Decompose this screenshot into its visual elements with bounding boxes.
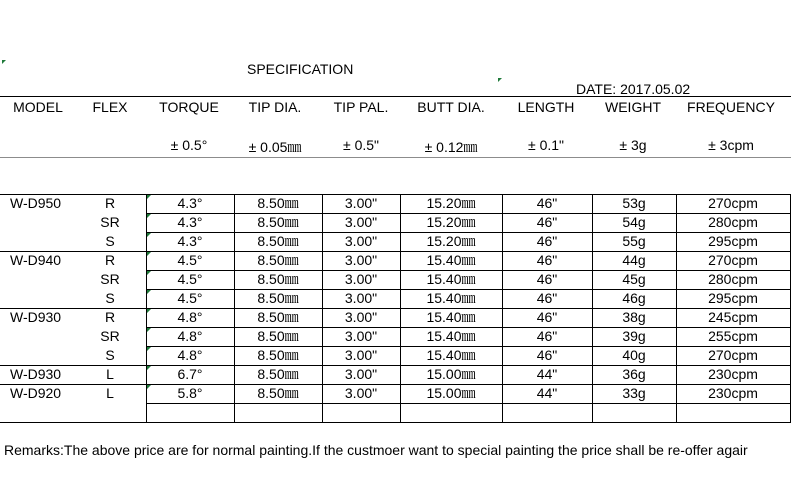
cell-tip-dia: 8.50㎜ [257, 385, 299, 401]
cell-tip-dia: 8.50㎜ [257, 195, 299, 211]
cell-tip-pal: 3.00" [344, 328, 378, 344]
header-bottom-gridline [0, 157, 791, 158]
tolerance-length: ± 0.1" [527, 137, 565, 153]
cell-flex: SR [100, 271, 120, 287]
cell-frequency: 280cpm [708, 214, 758, 230]
cell-torque: 4.3° [177, 214, 203, 230]
tolerance-tip-pal: ± 0.5" [342, 137, 380, 153]
cell-length: 46" [536, 195, 558, 211]
cell-butt-dia: 15.40㎜ [426, 347, 476, 363]
cell-weight: 46g [622, 290, 646, 306]
remarks-text: Remarks:The above price are for normal painting.If the custmoer want to special painting the price shall be re-offer agair [4, 442, 748, 458]
cell-frequency: 295cpm [708, 233, 758, 249]
header-weight: WEIGHT [605, 99, 661, 115]
cell-weight: 44g [622, 252, 646, 268]
header-flex: FLEX [92, 99, 128, 115]
cell-torque: 4.8° [177, 309, 203, 325]
cell-length: 46" [536, 309, 558, 325]
cell-tip-pal: 3.00" [344, 195, 378, 211]
cell-length: 46" [536, 252, 558, 268]
cell-frequency: 295cpm [708, 290, 758, 306]
document-title: SPECIFICATION [247, 61, 354, 77]
cell-model [0, 213, 74, 231]
cell-frequency: 270cpm [708, 347, 758, 363]
cell-weight: 55g [622, 233, 646, 249]
header-butt-dia: BUTT DIA. [417, 99, 485, 115]
cell-butt-dia: 15.40㎜ [426, 252, 476, 268]
cell-marker-icon [2, 60, 6, 64]
cell-tip-pal: 3.00" [344, 385, 378, 401]
cell-length: 46" [536, 271, 558, 287]
cell-butt-dia: 15.40㎜ [426, 290, 476, 306]
cell-torque: 4.5° [177, 271, 203, 287]
cell-model [0, 270, 74, 288]
cell-weight: 33g [622, 385, 646, 401]
row-gridline [0, 422, 791, 423]
cell-length: 46" [536, 290, 558, 306]
cell-model: W-D930 [10, 309, 62, 325]
cell-tip-dia: 8.50㎜ [257, 233, 299, 249]
cell-weight: 45g [622, 271, 646, 287]
cell-tip-dia: 8.50㎜ [257, 214, 299, 230]
cell-tip-dia: 8.50㎜ [257, 309, 299, 325]
header-model: MODEL [13, 99, 63, 115]
cell-butt-dia: 15.20㎜ [426, 233, 476, 249]
cell-flex: L [106, 385, 114, 401]
cell-tip-dia: 8.50㎜ [257, 366, 299, 382]
cell-tip-dia: 8.50㎜ [257, 271, 299, 287]
cell-torque: 4.3° [177, 195, 203, 211]
cell-torque: 4.3° [177, 233, 203, 249]
cell-weight: 36g [622, 366, 646, 382]
cell-tip-dia: 8.50㎜ [257, 252, 299, 268]
header-top-border [0, 96, 791, 97]
cell-tip-dia: 8.50㎜ [257, 347, 299, 363]
cell-weight: 54g [622, 214, 646, 230]
tolerance-butt-dia: ± 0.12㎜ [424, 139, 478, 155]
header-frequency: FREQUENCY [687, 99, 775, 115]
cell-torque: 4.8° [177, 328, 203, 344]
cell-torque: 4.5° [177, 290, 203, 306]
cell-weight: 53g [622, 195, 646, 211]
cell-length: 46" [536, 233, 558, 249]
cell-model: W-D930 [10, 366, 62, 382]
cell-torque: 4.5° [177, 252, 203, 268]
cell-frequency: 270cpm [708, 195, 758, 211]
cell-model [0, 327, 74, 345]
cell-flex: L [106, 366, 114, 382]
cell-butt-dia: 15.00㎜ [426, 366, 476, 382]
cell-length: 44" [536, 385, 558, 401]
row-gridline [146, 403, 791, 404]
header-length: LENGTH [517, 99, 575, 115]
cell-butt-dia: 15.40㎜ [426, 328, 476, 344]
cell-marker-icon [498, 78, 502, 82]
cell-tip-pal: 3.00" [344, 309, 378, 325]
cell-tip-pal: 3.00" [344, 290, 378, 306]
cell-model [0, 346, 74, 364]
cell-frequency: 280cpm [708, 271, 758, 287]
tolerance-frequency: ± 3cpm [708, 137, 754, 153]
tolerance-torque: ± 0.5° [170, 137, 208, 153]
cell-flex: R [104, 195, 116, 211]
cell-model: W-D950 [10, 195, 62, 211]
cell-weight: 39g [622, 328, 646, 344]
cell-frequency: 245cpm [708, 309, 758, 325]
cell-flex: S [105, 347, 115, 363]
cell-butt-dia: 15.20㎜ [426, 214, 476, 230]
cell-flex: S [105, 233, 115, 249]
tolerance-tip-dia: ± 0.05㎜ [248, 139, 302, 155]
cell-flex: SR [100, 214, 120, 230]
header-tip-pal: TIP PAL. [333, 99, 389, 115]
header-torque: TORQUE [159, 99, 219, 115]
cell-flex: SR [100, 328, 120, 344]
cell-frequency: 255cpm [708, 328, 758, 344]
cell-length: 44" [536, 366, 558, 382]
cell-model [0, 232, 74, 250]
cell-torque: 5.8° [177, 385, 203, 401]
cell-butt-dia: 15.00㎜ [426, 385, 476, 401]
cell-torque: 6.7° [177, 366, 203, 382]
cell-weight: 38g [622, 309, 646, 325]
tolerance-weight: ± 3g [619, 137, 647, 153]
cell-flex: R [104, 252, 116, 268]
cell-tip-pal: 3.00" [344, 252, 378, 268]
cell-frequency: 270cpm [708, 252, 758, 268]
cell-tip-dia: 8.50㎜ [257, 328, 299, 344]
cell-butt-dia: 15.40㎜ [426, 271, 476, 287]
cell-torque: 4.8° [177, 347, 203, 363]
cell-model: W-D920 [10, 385, 62, 401]
cell-flex: S [105, 290, 115, 306]
cell-tip-dia: 8.50㎜ [257, 290, 299, 306]
cell-length: 46" [536, 347, 558, 363]
header-tip-dia: TIP DIA. [248, 99, 302, 115]
cell-flex: R [104, 309, 116, 325]
cell-butt-dia: 15.20㎜ [426, 195, 476, 211]
cell-butt-dia: 15.40㎜ [426, 309, 476, 325]
cell-model [0, 289, 74, 307]
document-date: DATE: 2017.05.02 [576, 81, 691, 97]
cell-weight: 40g [622, 347, 646, 363]
cell-length: 46" [536, 214, 558, 230]
cell-frequency: 230cpm [708, 385, 758, 401]
cell-length: 46" [536, 328, 558, 344]
cell-tip-pal: 3.00" [344, 214, 378, 230]
cell-tip-pal: 3.00" [344, 347, 378, 363]
cell-frequency: 230cpm [708, 366, 758, 382]
cell-tip-pal: 3.00" [344, 233, 378, 249]
cell-model: W-D940 [10, 252, 62, 268]
cell-tip-pal: 3.00" [344, 366, 378, 382]
cell-tip-pal: 3.00" [344, 271, 378, 287]
